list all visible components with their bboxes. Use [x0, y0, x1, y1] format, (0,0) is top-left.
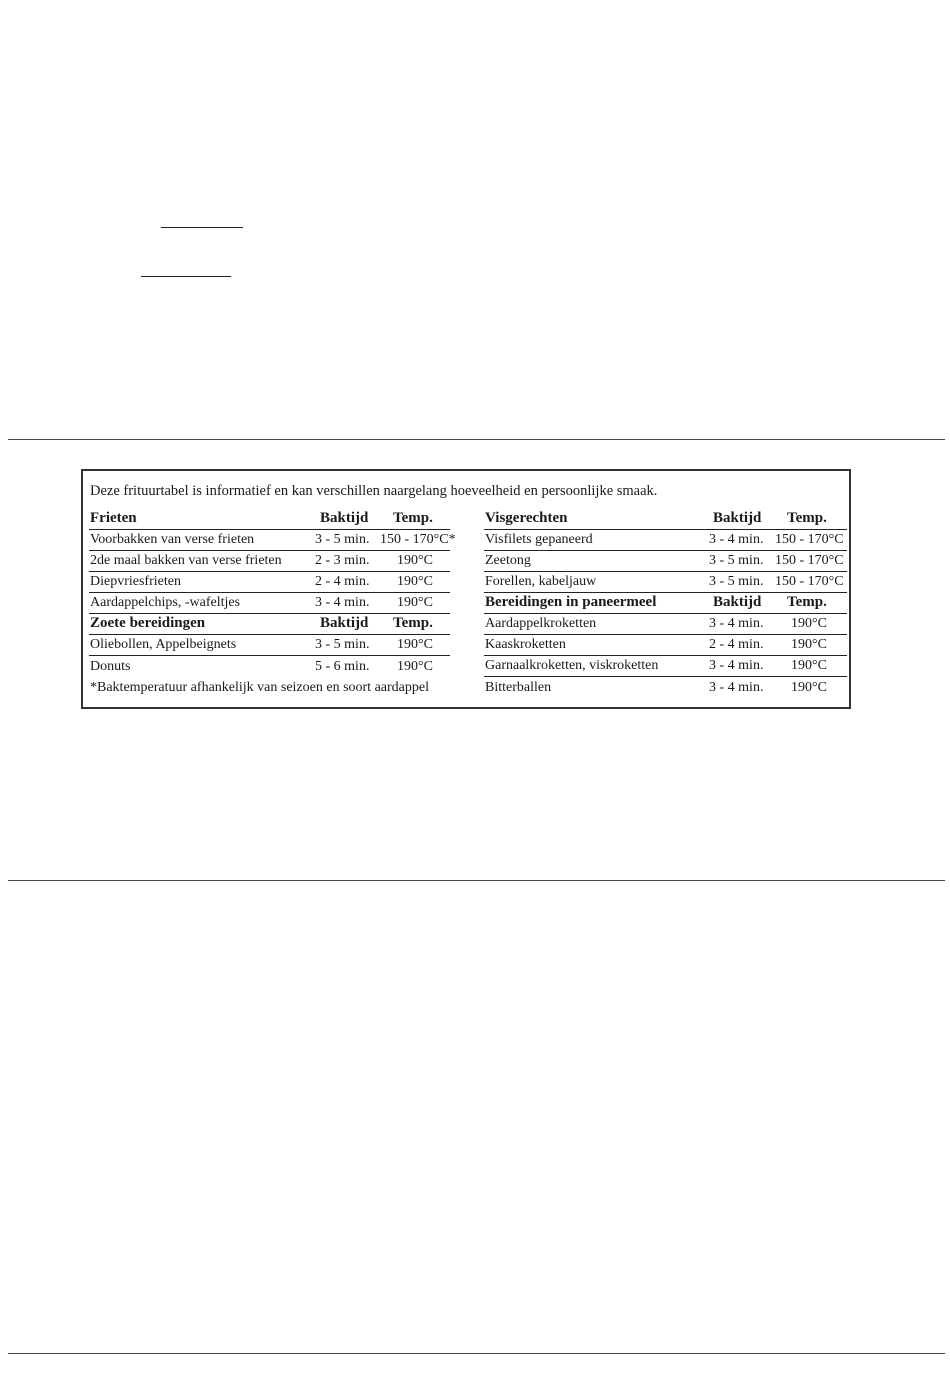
item-name: Voorbakken van verse frieten: [90, 532, 255, 547]
section-header: [89, 509, 450, 530]
column-header-time: Baktijd: [713, 594, 762, 610]
table-footnote-row: [89, 677, 450, 698]
item-name: Bitterballen: [485, 680, 552, 695]
table-row: [484, 551, 847, 572]
item-time: 3 - 4 min.: [709, 616, 764, 631]
item-temp: 190°C: [791, 658, 827, 673]
item-time: 5 - 6 min.: [315, 659, 370, 674]
section-title: Visgerechten: [485, 510, 568, 526]
item-name: Aardappelkroketten: [485, 616, 597, 631]
short-rule: [161, 227, 243, 228]
item-temp: 190°C: [791, 680, 827, 695]
item-time: 2 - 4 min.: [709, 637, 764, 652]
column-header-temp: Temp.: [787, 510, 827, 526]
table-right-column: [484, 509, 847, 698]
item-temp: 150 - 170°C: [775, 574, 844, 589]
item-name: Visfilets gepaneerd: [485, 532, 593, 547]
table-row: [89, 530, 456, 551]
item-time: 3 - 4 min.: [709, 532, 764, 547]
section-title: Zoete bereidingen: [90, 615, 206, 631]
frying-table: [81, 469, 851, 709]
column-header-time: Baktijd: [320, 615, 369, 631]
item-temp: 190°C: [791, 637, 827, 652]
item-name: Kaaskroketten: [485, 637, 566, 652]
item-time: 3 - 4 min.: [709, 658, 764, 673]
column-header-temp: Temp.: [393, 510, 433, 526]
item-name: Donuts: [90, 659, 131, 674]
item-name: Diepvriesfrieten: [90, 574, 181, 589]
section-title: Frieten: [90, 510, 137, 526]
horizontal-rule: [8, 439, 945, 440]
item-temp: 190°C: [397, 553, 433, 568]
section-header: [484, 509, 847, 530]
item-time: 3 - 4 min.: [709, 680, 764, 695]
item-name: 2de maal bakken van verse frieten: [90, 553, 282, 568]
item-time: 3 - 5 min.: [315, 532, 370, 547]
item-temp: 150 - 170°C*: [380, 532, 456, 547]
table-row: [484, 656, 847, 677]
item-time: 3 - 5 min.: [709, 553, 764, 568]
table-row: [89, 593, 450, 614]
item-temp: 190°C: [397, 574, 433, 589]
horizontal-rule: [8, 1353, 945, 1354]
table-row: [484, 614, 847, 635]
item-name: Forellen, kabeljauw: [485, 574, 597, 589]
table-footnote: *Baktemperatuur afhankelijk van seizoen en soort aardappel: [90, 680, 429, 695]
item-temp: 190°C: [397, 637, 433, 652]
table-row: [89, 656, 450, 677]
short-rule: [141, 276, 231, 277]
section-header: [484, 593, 847, 614]
column-header-temp: Temp.: [393, 615, 433, 631]
section-title: Bereidingen in paneermeel: [485, 594, 657, 610]
table-row: [89, 635, 450, 656]
table-intro: Deze frituurtabel is informatief en kan verschillen naargelang hoeveelheid en persoonlijke smaak.: [90, 483, 658, 499]
column-header-time: Baktijd: [713, 510, 762, 526]
item-time: 3 - 5 min.: [315, 637, 370, 652]
horizontal-rule: [8, 880, 945, 881]
table-row: [484, 572, 847, 593]
item-time: 3 - 5 min.: [709, 574, 764, 589]
table-row: [484, 530, 847, 551]
item-temp: 150 - 170°C: [775, 553, 844, 568]
item-temp: 190°C: [397, 595, 433, 610]
item-time: 2 - 3 min.: [315, 553, 370, 568]
table-left-column: [89, 509, 456, 698]
column-header-temp: Temp.: [787, 594, 827, 610]
item-time: 2 - 4 min.: [315, 574, 370, 589]
item-temp: 190°C: [791, 616, 827, 631]
table-row: [484, 677, 847, 698]
item-name: Garnaalkroketten, viskroketten: [485, 658, 659, 673]
item-temp: 150 - 170°C: [775, 532, 844, 547]
item-name: Oliebollen, Appelbeignets: [90, 637, 237, 652]
table-row: [484, 635, 847, 656]
item-time: 3 - 4 min.: [315, 595, 370, 610]
item-temp: 190°C: [397, 659, 433, 674]
table-row: [89, 551, 450, 572]
column-header-time: Baktijd: [320, 510, 369, 526]
section-header: [89, 614, 450, 635]
item-name: Aardappelchips, -wafeltjes: [90, 595, 241, 610]
item-name: Zeetong: [485, 553, 531, 568]
table-row: [89, 572, 450, 593]
